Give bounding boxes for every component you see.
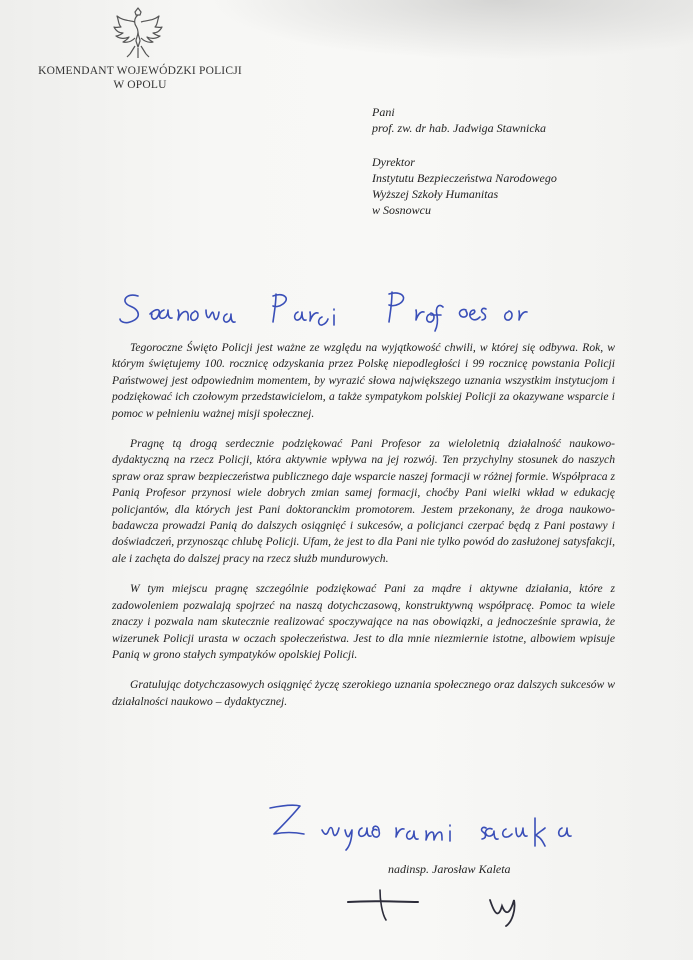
handwritten-salutation [116,286,586,336]
letterhead-line2: W OPOLU [113,79,167,91]
polish-eagle-emblem-icon [108,6,168,62]
recipient-line: Wyższej Szkoły Humanitas [372,187,499,201]
recipient-line: w Sosnowcu [372,203,432,217]
letter-body [112,340,615,724]
signer-name: nadinsp. Jarosław Kaleta [388,862,511,876]
body-paragraph: Gratulując dotychczasowych osiągnięć życzę szerokiego uznania społecznego oraz dalszych sukcesów w działalności naukowo – dydaktycznej. [112,678,615,708]
letterhead-line1: KOMENDANT WOJEWÓDZKI POLICJI [38,65,242,77]
salutation-handwriting-icon [116,286,586,336]
recipient-line: Pani [372,105,395,119]
body-paragraph: Tegoroczne Święto Policji jest ważne ze względu na wyjątkowość chwili, w której się odbywa. Rok, w którym świętujemy 100. rocznicę odzyskania przez Polskę niepodległości i 99 rocznicę powstania Policji Państwowej jest odpowiednim momentem, by wyrazić słowa największego uznania wszystkim instytucjom i podziękować ich czołowym przedstawicielom, a także sympatykom polskiej Policji za okazywane wsparcie i pomoc w pełnieniu ważnej misji społecznej. [112,341,615,420]
page-shadow [210,0,693,60]
recipient-line: prof. zw. dr hab. Jadwiga Stawnicka [372,121,546,135]
recipient-line: Dyrektor [372,155,415,169]
body-paragraph: Pragnę tą drogą serdecznie podziękować Pani Profesor za wieloletnią działalność naukowo-dydaktyczną na rzecz Policji, która aktywnie wpływa na jej rozwój. Ten przychylny stosunek do naszych spraw oraz spraw bezpieczeństwa publicznego daje wsparcie naszej formacji w różnej formie. Współpraca z Panią Profesor przynosi wiele dobrych zmian samej formacji, choćby Pani wielki wkład w edukację policjantów, dla których jest Pani doktoranckim promotorem. Jestem przekonany, że droga naukowo-badawcza prowadzi Panią do dalszych osiągnięć i sukcesów, a policjanci czerpać będą z Pani postawy i doświadczeń, przynosząc chlubę Policji. Ufam, że jest to dla Pani nie tylko powód do zasłużonej satysfakcji, ale i zachęta do dalszej pracy na rzecz służb mundurowych. [112,437,615,565]
closing-handwriting-icon [262,800,632,860]
letterhead [30,64,250,92]
recipient-address [372,104,672,218]
signature-icon [340,880,580,930]
body-paragraph: W tym miejscu pragnę szczególnie podziękować Pani za mądre i aktywne działania, które z zadowoleniem pozwalają spojrzeć na naszą dotychczasową, konstruktywną współpracę. Pomoc ta wiele znaczy i pozwala nam skutecznie realizować spoczywające na nas obowiązki, a jednocześnie sprawia, że wizerunek Policji urasta w oczach społeczeństwa. Jest to dla mnie niezmiernie istotne, albowiem wpisuje Panią w grono stałych sympatyków opolskiej Policji. [112,582,615,661]
recipient-line: Instytutu Bezpieczeństwa Narodowego [372,171,557,185]
handwritten-closing [262,800,632,860]
